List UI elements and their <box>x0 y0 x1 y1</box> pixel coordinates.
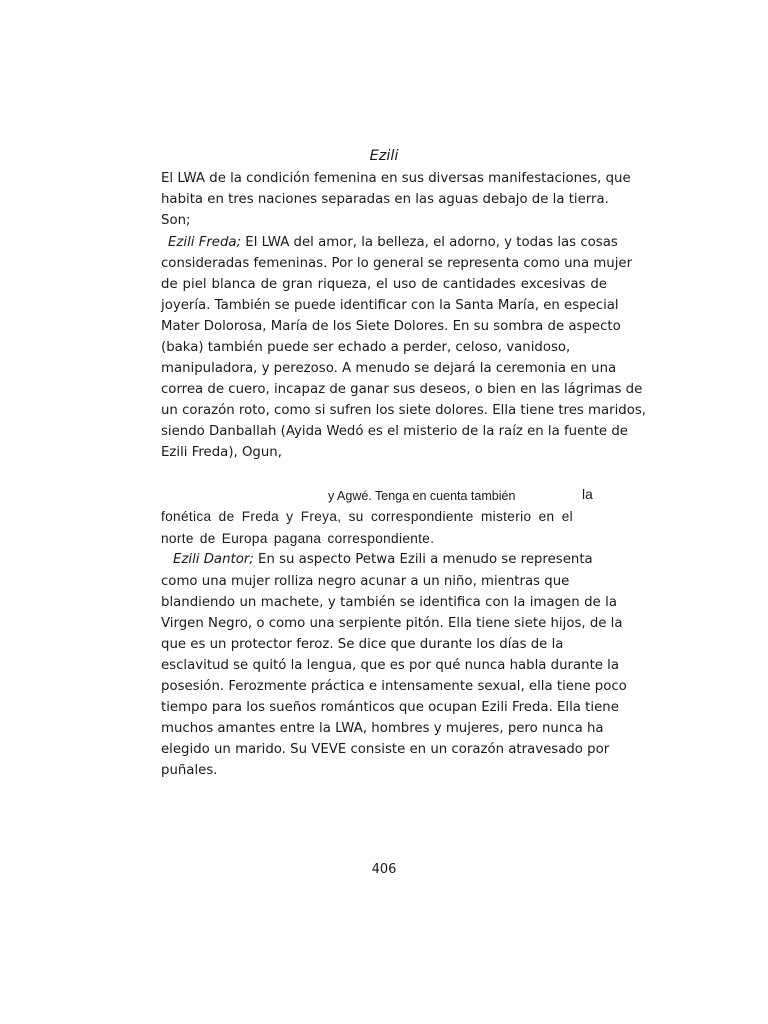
intro-line: habita en tres naciones separadas en las aguas debajo de la tierra. <box>161 192 609 207</box>
dantor-line: puñales. <box>161 763 218 778</box>
freda-fragment-text: y Agwé. Tenga en cuenta también <box>328 489 516 503</box>
freda-line: joyería. También se puede identificar con la Santa María, en especial <box>161 298 619 313</box>
dantor-line: blandiendo un machete, y también se identifica con la imagen de la <box>161 595 617 610</box>
dantor-line: que es un protector feroz. Se dice que durante los días de la <box>161 637 564 652</box>
freda-first-line <box>168 232 618 253</box>
freda-line: Mater Dolorosa, María de los Siete Dolores. En su sombra de aspecto <box>161 319 621 334</box>
freda-line: manipuladora, y perezoso. A menudo se dejará la ceremonia en una <box>161 361 617 376</box>
dantor-line: como una mujer rolliza negro acunar a un niño, mientras que <box>161 574 570 589</box>
dantor-line: Virgen Negro, o como una serpiente pitón. Ella tiene siete hijos, de la <box>161 616 623 631</box>
freda-intro-text: El LWA del amor, la belleza, el adorno, y todas las cosas <box>241 235 618 250</box>
dantor-line: tiempo para los sueños románticos que ocupan Ezili Freda. Ella tiene <box>161 700 619 715</box>
freda-wide-line: fonética de Freda y Freya, su correspondiente misterio en el <box>161 509 573 524</box>
dantor-line: esclavitud se quitó la lengua, que es por qué nunca habla durante la <box>161 658 620 673</box>
dantor-intro-text: En su aspecto Petwa Ezili a menudo se representa <box>253 552 593 567</box>
dantor-line: elegido un marido. Su VEVE consiste en un corazón atravesado por <box>161 742 610 757</box>
intro-line: Son; <box>161 213 191 228</box>
freda-line: de piel blanca de gran riqueza, el uso de cantidades excesivas de <box>161 277 607 292</box>
freda-line: correa de cuero, incapaz de ganar sus deseos, o bien en las lágrimas de <box>161 382 643 397</box>
dantor-name: Ezili Dantor; <box>173 552 254 567</box>
dantor-first-line <box>173 549 593 570</box>
page-title: Ezili <box>369 148 399 164</box>
freda-line: un corazón roto, como si sufren los siete dolores. Ella tiene tres maridos, <box>161 403 647 418</box>
intro-line: El LWA de la condición femenina en sus diversas manifestaciones, que <box>161 171 631 186</box>
page-number: 406 <box>371 862 397 877</box>
dantor-line: posesión. Ferozmente práctica e intensamente sexual, ella tiene poco <box>161 679 627 694</box>
freda-fragment-text: la <box>582 487 593 502</box>
freda-line: (baka) también puede ser echado a perder, celoso, vanidoso, <box>161 340 571 355</box>
freda-wide-line: norte de Europa pagana correspondiente. <box>161 531 435 546</box>
freda-name: Ezili Freda; <box>168 235 242 250</box>
dantor-line: muchos amantes entre la LWA, hombres y mujeres, pero nunca ha <box>161 721 604 736</box>
freda-line: Ezili Freda), Ogun, <box>161 445 282 460</box>
freda-line: siendo Danballah (Ayida Wedó es el misterio de la raíz en la fuente de <box>161 424 628 439</box>
freda-line: consideradas femeninas. Por lo general se representa como una mujer <box>161 256 633 271</box>
